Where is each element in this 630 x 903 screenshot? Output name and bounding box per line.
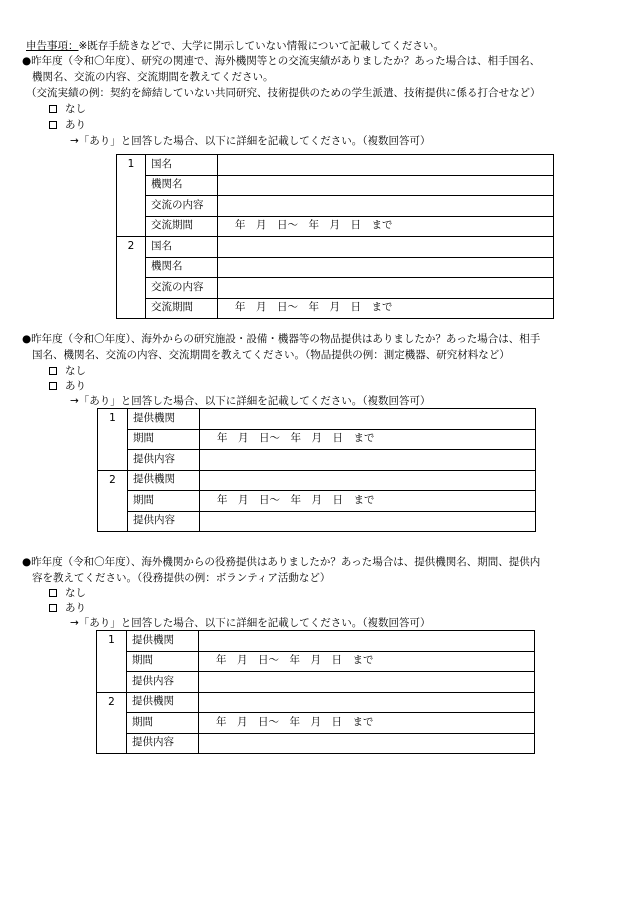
table-row bbox=[117, 237, 554, 258]
q3-option-none-label: なし bbox=[65, 587, 86, 599]
checkbox-icon[interactable] bbox=[49, 382, 57, 390]
institution-input[interactable] bbox=[218, 257, 554, 278]
field-label: 提供機関 bbox=[127, 631, 199, 652]
field-label: 期間 bbox=[128, 429, 200, 450]
provider-input[interactable] bbox=[199, 631, 535, 652]
period-input[interactable] bbox=[199, 651, 535, 672]
field-label: 提供機関 bbox=[127, 692, 199, 713]
field-label: 提供機関 bbox=[128, 470, 200, 491]
table-row bbox=[97, 713, 535, 734]
q1-option-yes-label: あり bbox=[65, 119, 86, 131]
table-row bbox=[97, 733, 535, 754]
q2-option-yes[interactable] bbox=[49, 380, 86, 394]
provider-input[interactable] bbox=[200, 470, 536, 491]
q2-line-1: ●昨年度（令和〇年度）、海外からの研究施設・設備・機器等の物品提供はありましたか？あった場合は、相手 bbox=[22, 333, 541, 345]
q3-instruction: →「あり」と回答した場合、以下に詳細を記載してください。（複数回答可） bbox=[70, 617, 431, 629]
notice-text: ※既存手続きなどで、大学に開示していない情報について記載してください。 bbox=[78, 40, 444, 52]
provided-content-input[interactable] bbox=[200, 450, 536, 471]
provider-input[interactable] bbox=[199, 692, 535, 713]
table-row bbox=[117, 175, 554, 196]
q3-option-yes-label: あり bbox=[65, 602, 86, 614]
field-label: 交流の内容 bbox=[146, 196, 218, 217]
checkbox-icon[interactable] bbox=[49, 367, 57, 375]
table-row bbox=[97, 692, 535, 713]
entry-number: 1 bbox=[97, 631, 127, 693]
checkbox-icon[interactable] bbox=[49, 589, 57, 597]
period-input[interactable] bbox=[218, 298, 554, 319]
q1-line-2: 機関名、交流の内容、交流期間を教えてください。 bbox=[32, 71, 274, 83]
checkbox-icon[interactable] bbox=[49, 604, 57, 612]
table-row bbox=[117, 155, 554, 176]
q2-instruction: →「あり」と回答した場合、以下に詳細を記載してください。（複数回答可） bbox=[70, 395, 431, 407]
entry-number: 1 bbox=[117, 155, 146, 237]
table-row bbox=[97, 631, 535, 652]
period-template: 年 月 日〜 年 月 日 まで bbox=[217, 493, 375, 506]
exchange-content-input[interactable] bbox=[218, 278, 554, 299]
field-label: 期間 bbox=[127, 651, 199, 672]
period-template: 年 月 日〜 年 月 日 まで bbox=[216, 715, 374, 728]
notice-line bbox=[26, 40, 444, 54]
table-row bbox=[98, 450, 536, 471]
field-label: 期間 bbox=[128, 491, 200, 512]
table-row bbox=[117, 257, 554, 278]
q1-option-none-label: なし bbox=[65, 103, 86, 115]
table-row bbox=[117, 278, 554, 299]
table-row bbox=[98, 511, 536, 532]
provided-content-input[interactable] bbox=[200, 511, 536, 532]
table-row bbox=[97, 672, 535, 693]
table-row bbox=[98, 429, 536, 450]
q3-option-none[interactable] bbox=[49, 587, 86, 601]
q3-option-yes[interactable] bbox=[49, 602, 86, 616]
exchange-content-input[interactable] bbox=[218, 196, 554, 217]
q2-line-2: 国名、機関名、交流の内容、交流期間を教えてください。（物品提供の例：測定機器、研究材料など） bbox=[32, 349, 510, 361]
country-input[interactable] bbox=[218, 237, 554, 258]
field-label: 国名 bbox=[146, 155, 218, 176]
provided-content-input[interactable] bbox=[199, 672, 535, 693]
field-label: 交流期間 bbox=[146, 298, 218, 319]
q2-option-yes-label: あり bbox=[65, 380, 86, 392]
entry-number: 2 bbox=[97, 692, 127, 754]
q2-option-none-label: なし bbox=[65, 365, 86, 377]
provided-content-input[interactable] bbox=[199, 733, 535, 754]
country-input[interactable] bbox=[218, 155, 554, 176]
q2-option-none[interactable] bbox=[49, 365, 86, 379]
entry-number: 2 bbox=[117, 237, 146, 319]
q3-line-1: ●昨年度（令和〇年度）、海外機関からの役務提供はありましたか？あった場合は、提供機関名、期間、提供内 bbox=[22, 556, 541, 568]
period-template: 年 月 日〜 年 月 日 まで bbox=[217, 432, 375, 445]
q2-detail-table bbox=[97, 408, 536, 532]
q1-option-yes[interactable] bbox=[49, 119, 86, 133]
field-label: 提供内容 bbox=[127, 672, 199, 693]
period-template: 年 月 日〜 年 月 日 まで bbox=[235, 301, 393, 314]
table-row bbox=[98, 470, 536, 491]
entry-number: 1 bbox=[98, 409, 128, 471]
field-label: 期間 bbox=[127, 713, 199, 734]
period-input[interactable] bbox=[218, 216, 554, 237]
table-row bbox=[97, 651, 535, 672]
q1-line-3: （交流実績の例：契約を締結していない共同研究、技術提供のための学生派遣、技術提供に係る打合せなど） bbox=[26, 87, 541, 99]
field-label: 提供機関 bbox=[128, 409, 200, 430]
institution-input[interactable] bbox=[218, 175, 554, 196]
table-row bbox=[117, 216, 554, 237]
notice-label: 申告事項： bbox=[26, 40, 79, 52]
entry-number: 2 bbox=[98, 470, 128, 532]
q1-line-1: ●昨年度（令和〇年度）、研究の関連で、海外機関等との交流実績がありましたか？あった場合は、相手国名、 bbox=[22, 55, 541, 67]
field-label: 交流の内容 bbox=[146, 278, 218, 299]
q1-instruction: →「あり」と回答した場合、以下に詳細を記載してください。（複数回答可） bbox=[70, 135, 431, 147]
period-input[interactable] bbox=[200, 429, 536, 450]
q3-line-2: 容を教えてください。（役務提供の例：ボランティア活動など） bbox=[32, 572, 331, 584]
table-row bbox=[98, 409, 536, 430]
period-input[interactable] bbox=[200, 491, 536, 512]
provider-input[interactable] bbox=[200, 409, 536, 430]
q3-detail-table bbox=[96, 630, 535, 754]
table-row bbox=[98, 491, 536, 512]
field-label: 機関名 bbox=[146, 175, 218, 196]
table-row bbox=[117, 196, 554, 217]
table-row bbox=[117, 298, 554, 319]
q1-option-none[interactable] bbox=[49, 103, 86, 117]
period-template: 年 月 日〜 年 月 日 まで bbox=[216, 654, 374, 667]
checkbox-icon[interactable] bbox=[49, 105, 57, 113]
period-template: 年 月 日〜 年 月 日 まで bbox=[235, 219, 393, 232]
field-label: 国名 bbox=[146, 237, 218, 258]
q1-detail-table bbox=[116, 154, 554, 319]
checkbox-icon[interactable] bbox=[49, 121, 57, 129]
field-label: 交流期間 bbox=[146, 216, 218, 237]
field-label: 提供内容 bbox=[127, 733, 199, 754]
field-label: 機関名 bbox=[146, 257, 218, 278]
period-input[interactable] bbox=[199, 713, 535, 734]
field-label: 提供内容 bbox=[128, 511, 200, 532]
field-label: 提供内容 bbox=[128, 450, 200, 471]
